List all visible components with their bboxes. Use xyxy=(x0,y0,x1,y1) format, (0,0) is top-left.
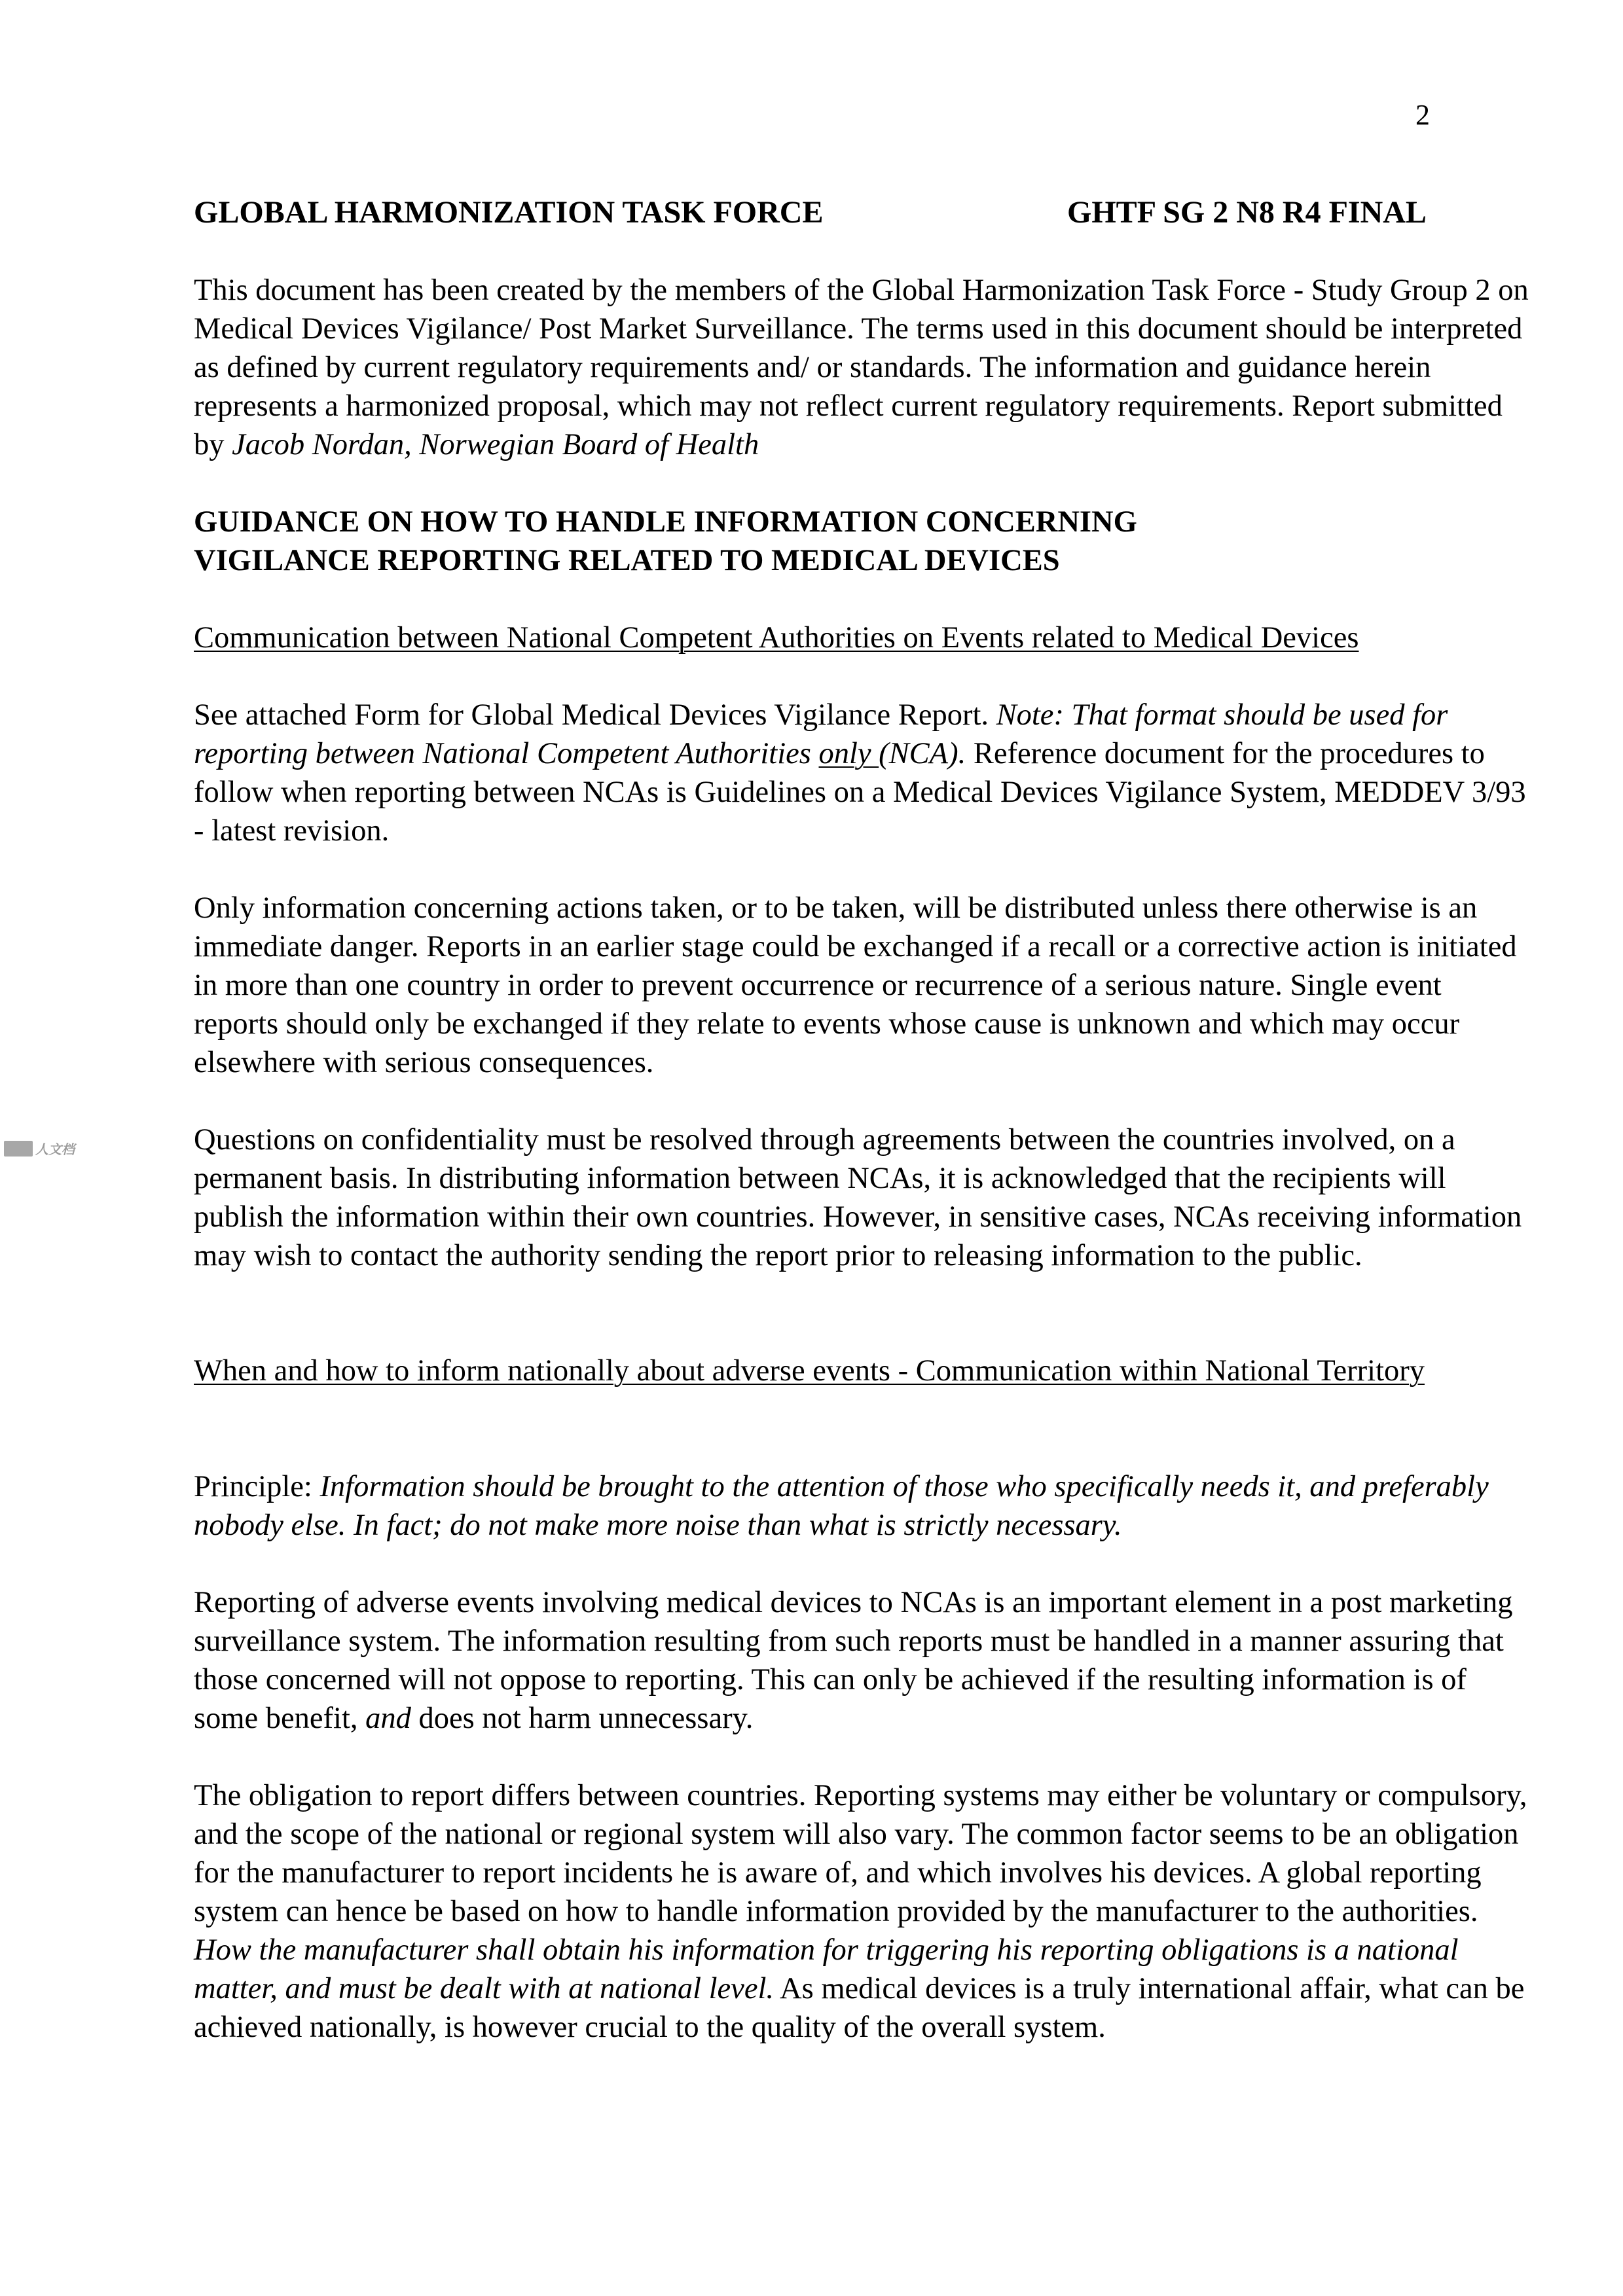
page-number: 2 xyxy=(1415,99,1430,131)
section2-paragraph-2 xyxy=(194,1583,1529,1738)
section2-paragraph-3 xyxy=(194,1776,1529,2047)
title-line-1: GUIDANCE ON HOW TO HANDLE INFORMATION CONCERNING xyxy=(194,505,1137,539)
s2p2-text-c: does not harm unnecessary. xyxy=(410,1702,754,1735)
section1-paragraph-2: Only information concerning actions taken, or to be taken, will be distributed unless there otherwise is an immediate danger. Reports in an earlier stage could be exchanged if a recall or a corrective action is initiated in more than one country in order to prevent occurrence or recurrence of a serious nature. Single event reports should only be exchanged if they relate to events whose cause is unknown and which may occur elsewhere with serious consequences. xyxy=(194,891,1517,1079)
header-document-code: GHTF SG 2 N8 R4 FINAL xyxy=(1067,195,1427,230)
s1p1-text-a: See attached Form for Global Medical Devices Vigilance Report. xyxy=(194,698,996,732)
section1-heading-text: Communication between National Competent Authorities on Events related to Medical Devices xyxy=(194,621,1359,655)
s2p3-italic: How the manufacturer shall obtain his information for triggering his reporting obligations is a national matter, and must be dealt with at national level. xyxy=(194,1933,1459,2005)
section1-paragraph-1 xyxy=(194,696,1529,850)
s2p2-and: and xyxy=(365,1702,411,1735)
document-title xyxy=(194,503,1503,580)
watermark xyxy=(4,1139,75,1158)
s1p1-note: Note: That format should be used for reporting between National Competent Authorities xyxy=(194,698,1448,770)
title-line-2: VIGILANCE REPORTING RELATED TO MEDICAL DEVICES xyxy=(194,544,1060,577)
intro-paragraph xyxy=(194,271,1529,464)
s2p2-text-a: Reporting of adverse events involving medical devices to NCAs is an important element in a post marketing surveillance system. The information resulting from such reports must be handled in a manner assuring that those concerned will not oppose to reporting. This can only be achieved if the resulting information is of some benefit, xyxy=(194,1586,1513,1735)
intro-text: This document has been created by the members of the Global Harmonization Task Force - Study Group 2 on Medical Devices Vigilance/ Post Market Surveillance. The terms used in this document should be interpreted as defined by current regulatory requirements and/ or standards. The information and guidance herein represents a harmonized proposal, which may not reflect current regulatory requirements. Report submitted by xyxy=(194,274,1529,461)
s2p3-text-c: As medical devices is a truly international affair, what can be achieved nationally, is however crucial to the quality of the overall system. xyxy=(194,1972,1525,2044)
section2-principle xyxy=(194,1467,1529,1545)
section2-heading xyxy=(194,1352,1529,1390)
section2-heading-text: When and how to inform nationally about adverse events - Communication within National Territory xyxy=(194,1354,1425,1388)
s1p1-nca: (NCA). xyxy=(879,737,966,770)
watermark-text: 人文档 xyxy=(35,1141,75,1157)
principle-text: Information should be brought to the attention of those who specifically needs it, and preferably nobody else. In fact; do not make more noise than what is strictly necessary. xyxy=(194,1470,1489,1542)
s1p1-only: only xyxy=(818,737,879,770)
header-organization: GLOBAL HARMONIZATION TASK FORCE xyxy=(194,195,824,230)
s2p3-text-a: The obligation to report differs between countries. Reporting systems may either be voluntary or compulsory, and the scope of the national or regional system will also vary. The common factor seems to be an obligation for the manufacturer to report incidents he is aware of, and which involves his devices. A global reporting system can hence be based on how to handle information provided by the manufacturer to the authorities. xyxy=(194,1779,1527,1928)
watermark-logo-icon xyxy=(4,1141,33,1157)
intro-author: Jacob Nordan, Norwegian Board of Health xyxy=(232,428,759,461)
s1p1-text-e: Reference document for the procedures to follow when reporting between NCAs is Guidelines on a Medical Devices Vigilance System, MEDDEV 3/93 - latest revision. xyxy=(194,737,1526,848)
section1-heading xyxy=(194,619,1529,657)
section1-paragraph-3: Questions on confidentiality must be resolved through agreements between the countries involved, on a permanent basis. In distributing information between NCAs, it is acknowledged that the recipients will publish the information within their own countries. However, in sensitive cases, NCAs receiving information may wish to contact the authority sending the report prior to releasing information to the public. xyxy=(194,1123,1522,1272)
principle-label: Principle: xyxy=(194,1470,320,1503)
